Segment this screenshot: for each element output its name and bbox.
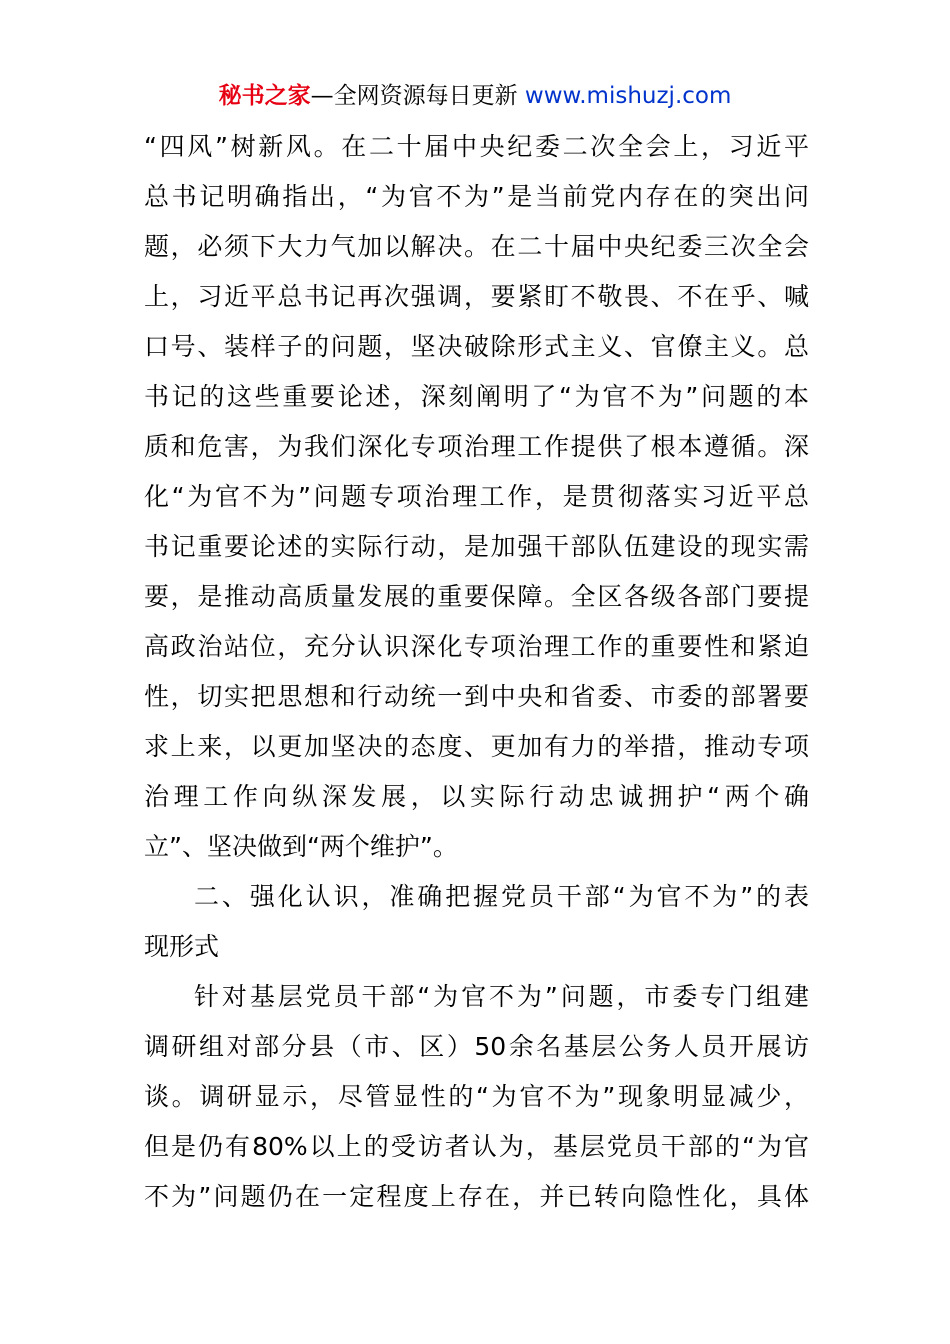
text-line: 总书记明确指出，“为官不为”是当前党内存在的突出问 [144,182,809,211]
text-line: 书记的这些重要论述，深刻阐明了“为官不为”问题的本 [144,382,809,411]
section-heading-line: 现形式 [144,932,220,961]
text-line: 谈。调研显示，尽管显性的“为官不为”现象明显减少， [144,1082,809,1111]
text-line: 口号、装样子的问题，坚决破除形式主义、官僚主义。总 [144,332,809,361]
text-line: 求上来，以更加坚决的态度、更加有力的举措，推动专项 [144,732,809,761]
text-line: 不为”问题仍在一定程度上存在，并已转向隐性化，具体 [144,1182,809,1211]
text-line: 要，是推动高质量发展的重要保障。全区各级各部门要提 [144,582,809,611]
text-line: 立”、坚决做到“两个维护”。 [144,832,458,861]
text-line: 但是仍有80%以上的受访者认为，基层党员干部的“为官 [144,1132,809,1161]
text-line: 上，习近平总书记再次强调，要紧盯不敬畏、不在乎、喊 [144,282,809,311]
text-line: 质和危害，为我们深化专项治理工作提供了根本遵循。深 [144,432,809,461]
text-line: “四风”树新风。在二十届中央纪委二次全会上，习近平 [144,132,809,161]
text-line: 调研组对部分县（市、区）50余名基层公务人员开展访 [144,1032,809,1061]
text-line: 治理工作向纵深发展，以实际行动忠诚拥护“两个确 [144,782,809,811]
text-line: 题，必须下大力气加以解决。在二十届中央纪委三次全会 [144,232,809,261]
section-heading-line: 二、强化认识，准确把握党员干部“为官不为”的表 [194,882,809,911]
text-line: 性，切实把思想和行动统一到中央和省委、市委的部署要 [144,682,809,711]
header-tagline: —全网资源每日更新 [310,83,518,109]
text-line: 化“为官不为”问题专项治理工作，是贯彻落实习近平总 [144,482,809,511]
text-line: 针对基层党员干部“为官不为”问题，市委专门组建 [194,982,809,1011]
header-url: www.mishuzj.com [524,83,732,109]
text-line: 高政治站位，充分认识深化专项治理工作的重要性和紧迫 [144,632,809,661]
document-body [144,127,809,1227]
header-brand: 秘书之家 [218,83,311,109]
text-line: 书记重要论述的实际行动，是加强干部队伍建设的现实需 [144,532,809,561]
page-header [0,80,950,112]
